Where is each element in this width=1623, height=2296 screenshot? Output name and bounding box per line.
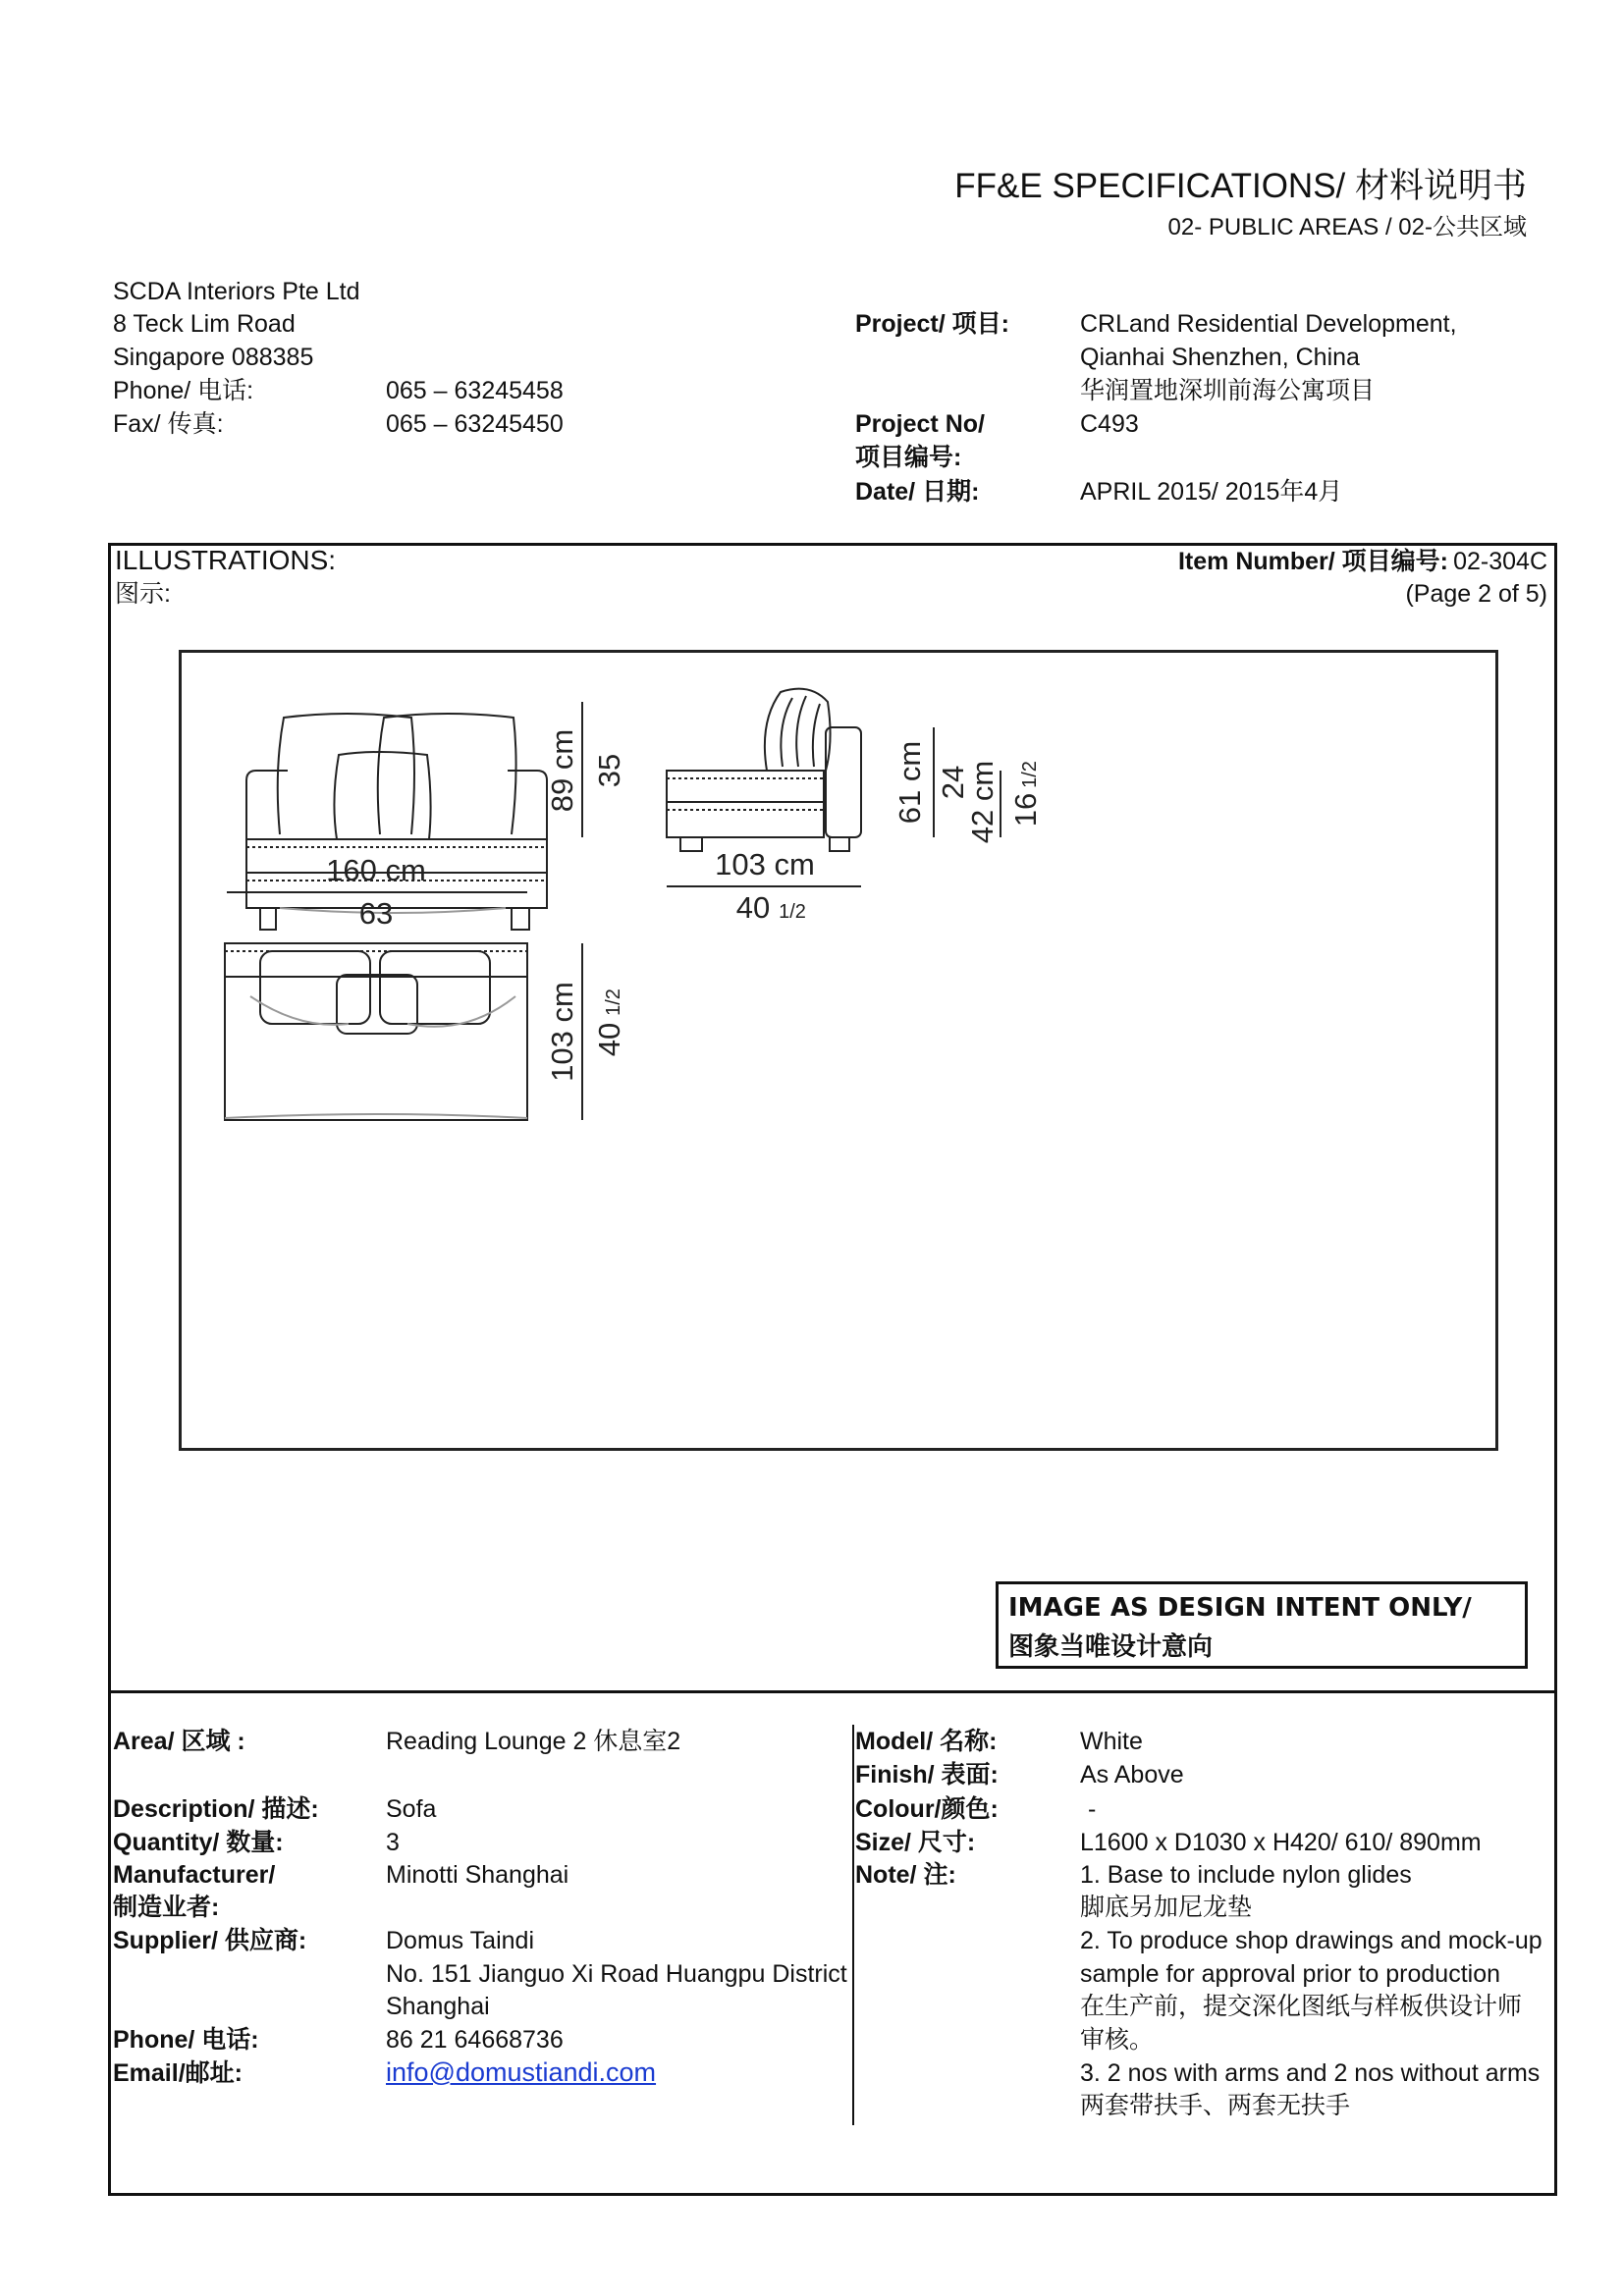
date-label: Date/ 日期:: [855, 478, 980, 506]
supplier-label: Supplier/ 供应商:: [113, 1927, 307, 1954]
front-view: [246, 714, 547, 930]
note-1: 1. Base to include nylon glides: [1080, 1861, 1412, 1889]
illustrations-label-cn: 图示:: [115, 580, 171, 608]
supplier-city: Shanghai: [386, 1993, 490, 2020]
area-value: Reading Lounge 2 休息室2: [386, 1728, 681, 1755]
company-fax-label: Fax/ 传真:: [113, 410, 224, 438]
front-height-cm: 89 cm: [545, 728, 579, 813]
company-phone-label: Phone/ 电话:: [113, 377, 254, 404]
note-3-cn: 两套带扶手、两套无扶手: [1080, 2092, 1351, 2119]
note-2-cn2: 审核。: [1080, 2026, 1155, 2054]
side-view: [667, 689, 861, 851]
quantity-value: 3: [386, 1829, 400, 1856]
company-fax: 065 – 63245450: [386, 410, 564, 438]
side-depth-frac: 1/2: [779, 901, 806, 923]
note-2b: sample for approval prior to production: [1080, 1960, 1501, 1988]
sofa-drawing-svg: [182, 653, 1495, 1448]
manufacturer-label-cn: 制造业者:: [113, 1894, 220, 1921]
side-depth-in: 40: [735, 890, 771, 925]
plan-depth-cm: 103 cm: [545, 982, 579, 1082]
project-label: Project/ 项目:: [855, 310, 1009, 338]
supplier-email-link[interactable]: info@domustiandi.com: [386, 2057, 657, 2087]
sofa-dimension-drawing: [179, 650, 1498, 1451]
side-back-height-cm: 61 cm: [893, 740, 927, 825]
project-no-label: Project No/: [855, 410, 985, 438]
project-name-line3: 华润置地深圳前海公寓项目: [1080, 377, 1376, 404]
note-label: Note/ 注:: [855, 1861, 956, 1889]
email-label: Email/邮址:: [113, 2059, 243, 2087]
side-back-height-in: 24: [936, 765, 970, 800]
quantity-label: Quantity/ 数量:: [113, 1829, 284, 1856]
seat-height-frac: 1/2: [1019, 761, 1041, 788]
supplier-phone: 86 21 64668736: [386, 2026, 564, 2054]
front-height-in: 35: [592, 753, 626, 788]
colour-value: -: [1088, 1795, 1097, 1823]
note-3: 3. 2 nos with arms and 2 nos without arms: [1080, 2059, 1541, 2087]
supplier-name: Domus Taindi: [386, 1927, 535, 1954]
front-width-cm: 160 cm: [326, 853, 426, 887]
finish-label: Finish/ 表面:: [855, 1761, 999, 1789]
colour-label: Colour/颜色:: [855, 1795, 999, 1823]
item-number-label: Item Number/ 项目编号:: [1177, 548, 1448, 575]
plan-view: [225, 943, 527, 1120]
size-value: L1600 x D1030 x H420/ 610/ 890mm: [1080, 1829, 1482, 1856]
seat-height-cm: 42 cm: [965, 760, 1000, 844]
area-label: Area/ 区域 :: [113, 1728, 245, 1755]
model-value: White: [1080, 1728, 1143, 1755]
company-address-line2: Singapore 088385: [113, 344, 314, 371]
design-intent-line1: IMAGE AS DESIGN INTENT ONLY/: [1008, 1593, 1472, 1623]
section-divider: [108, 1690, 1557, 1693]
design-intent-note: [996, 1581, 1528, 1669]
plan-depth-in: 40: [592, 1022, 626, 1057]
illustrations-label: ILLUSTRATIONS:: [115, 545, 337, 575]
seat-height-in: 16: [1008, 792, 1043, 828]
design-intent-line2: 图象当唯设计意向: [1008, 1632, 1214, 1662]
project-no-label-cn: 项目编号:: [855, 444, 962, 471]
page-indicator: (Page 2 of 5): [1405, 580, 1547, 608]
side-depth-cm: 103 cm: [715, 847, 815, 881]
project-no: C493: [1080, 410, 1139, 438]
size-label: Size/ 尺寸:: [855, 1829, 976, 1856]
manufacturer-label: Manufacturer/: [113, 1861, 276, 1889]
supplier-phone-label: Phone/ 电话:: [113, 2026, 259, 2054]
supplier-address: No. 151 Jianguo Xi Road Huangpu District: [386, 1960, 847, 1988]
note-1-cn: 脚底另加尼龙垫: [1080, 1894, 1253, 1921]
front-width-in: 63: [358, 896, 394, 931]
note-2-cn1: 在生产前，提交深化图纸与样板供设计师: [1080, 1993, 1523, 2020]
column-divider: [852, 1725, 854, 2125]
finish-value: As Above: [1080, 1761, 1184, 1789]
spec-title: FF&E SPECIFICATIONS/ 材料说明书: [954, 167, 1527, 205]
manufacturer-value: Minotti Shanghai: [386, 1861, 569, 1889]
company-phone: 065 – 63245458: [386, 377, 564, 404]
plan-depth-frac: 1/2: [603, 988, 624, 1016]
description-value: Sofa: [386, 1795, 437, 1823]
item-number: 02-304C: [1453, 548, 1547, 575]
date-value: APRIL 2015/ 2015年4月: [1080, 478, 1343, 506]
description-label: Description/ 描述:: [113, 1795, 319, 1823]
project-name-line1: CRLand Residential Development,: [1080, 310, 1457, 338]
note-2a: 2. To produce shop drawings and mock-up: [1080, 1927, 1542, 1954]
company-name: SCDA Interiors Pte Ltd: [113, 278, 360, 305]
model-label: Model/ 名称:: [855, 1728, 998, 1755]
project-name-line2: Qianhai Shenzhen, China: [1080, 344, 1360, 371]
company-address-line1: 8 Teck Lim Road: [113, 310, 296, 338]
spec-subtitle: 02- PUBLIC AREAS / 02-公共区域: [1167, 214, 1527, 240]
